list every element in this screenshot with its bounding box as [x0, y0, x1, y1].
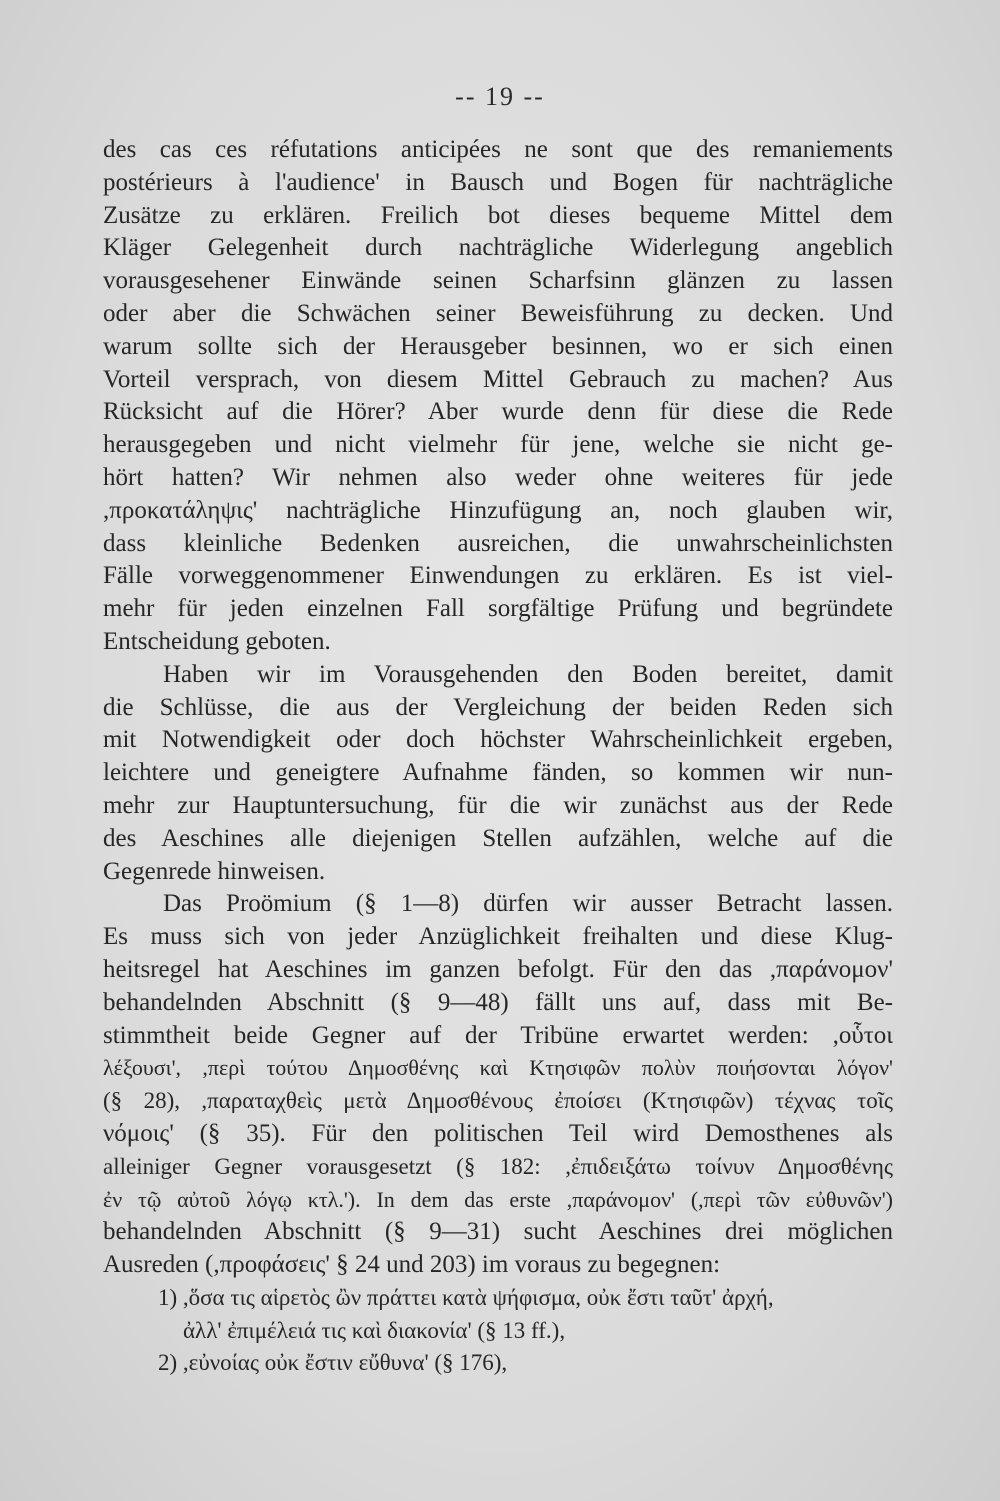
text-line: des cas ces réfutations anticipées ne sont que des remaniements	[103, 136, 893, 163]
text-line: warum sollte sich der Herausgeber besinnen, wo er sich einen	[103, 332, 893, 360]
text-line: alleiniger Gegner vorausgesetzt (§ 182: ,ἐπιδειξάτω τοίνυν Δημοσθένης	[103, 1153, 893, 1179]
text-line: Vorteil versprach, von diesem Mittel Gebrauch zu machen? Aus	[103, 365, 893, 393]
text-line: die Schlüsse, die aus der Vergleichung der beiden Reden sich	[103, 693, 893, 721]
text-line: νόμοις' (§ 35). Für den politischen Teil wird Demosthenes als	[103, 1119, 893, 1147]
text-line: mehr zur Hauptuntersuchung, für die wir zunächst aus der Rede	[103, 791, 893, 819]
text-line: leichtere und geneigtere Aufnahme fänden, so kommen wir nun-	[103, 759, 893, 787]
text-line: mit Notwendigkeit oder doch höchster Wahrscheinlichkeit ergeben,	[103, 726, 893, 754]
text-line: behandelnden Abschnitt (§ 9—48) fällt uns auf, dass mit Be-	[103, 988, 893, 1016]
text-line: vorausgesehener Einwände seinen Scharfsinn glänzen zu lassen	[103, 267, 893, 295]
text-line: herausgegeben und nicht vielmehr für jene, welche sie nicht ge-	[103, 431, 893, 459]
text-line: oder aber die Schwächen seiner Beweisführung zu decken. Und	[103, 299, 893, 327]
text-line: ἐν τῷ αὐτοῦ λόγῳ κτλ.'). In dem das erste ,παράνομον' (,περὶ τῶν εὐθυνῶν')	[103, 1186, 893, 1212]
text-line: Rücksicht auf die Hörer? Aber wurde denn für diese die Rede	[103, 398, 893, 426]
text-line: Das Proömium (§ 1—8) dürfen wir ausser Betracht lassen.	[163, 890, 893, 918]
text-line: mehr für jeden einzelnen Fall sorgfältige Prüfung und begründete	[103, 595, 893, 623]
text-line: Kläger Gelegenheit durch nachträgliche Widerlegung angeblich	[103, 234, 893, 262]
list-item-continuation: ἀλλ' ἐπιμέλειά τις καὶ διακονία' (§ 13 ff.),	[183, 1317, 566, 1343]
text-line: Entscheidung geboten.	[103, 627, 331, 655]
text-line: behandelnden Abschnitt (§ 9—31) sucht Aeschines drei möglichen	[103, 1218, 893, 1246]
text-line: stimmtheit beide Gegner auf der Tribüne erwartet werden: ,οὗτοι	[103, 1021, 893, 1049]
text-line: Gegenrede hinweisen.	[103, 857, 326, 885]
text-line: Fälle vorweggenommener Einwendungen zu erklären. Es ist viel-	[103, 562, 893, 590]
body-text	[103, 134, 893, 1380]
text-line: postérieurs à l'audience' in Bausch und Bogen für nachträgliche	[103, 168, 893, 196]
text-line: (§ 28), ,παραταχθεὶς μετὰ Δημοσθένους ἐποίσει (Κτησιφῶν) τέχνας τοῖς	[103, 1088, 893, 1114]
list-item: 1) ,ὅσα τις αἱρετὸς ὢν πράττει κατὰ ψήφισμα, οὐκ ἔστι ταῦτ' ἀρχή,	[158, 1284, 774, 1310]
text-line: des Aeschines alle diejenigen Stellen aufzählen, welche auf die	[103, 824, 893, 852]
text-line: Haben wir im Vorausgehenden den Boden bereitet, damit	[163, 660, 893, 688]
text-line: λέξουσι', ,περὶ τούτου Δημοσθένης καὶ Κτησιφῶν πολὺν ποιήσονται λόγον'	[103, 1055, 893, 1081]
page-number: -- 19 --	[455, 82, 545, 111]
text-line: hört hatten? Wir nehmen also weder ohne weiteres für jede	[103, 463, 893, 491]
text-line: Zusätze zu erklären. Freilich bot dieses bequeme Mittel dem	[103, 201, 893, 229]
text-line: Es muss sich von jeder Anzüglichkeit freihalten und diese Klug-	[103, 923, 893, 951]
text-line: Ausreden (,προφάσεις' § 24 und 203) im voraus zu begegnen:	[103, 1251, 721, 1279]
text-line: heitsregel hat Aeschines im ganzen befolgt. Für den das ,παράνομον'	[103, 955, 893, 983]
list-item: 2) ,εὐνοίας οὐκ ἔστιν εὔθυνα' (§ 176),	[158, 1350, 508, 1376]
text-line: dass kleinliche Bedenken ausreichen, die unwahrscheinlichsten	[103, 529, 893, 557]
text-line: ,προκατάληψις' nachträgliche Hinzufügung an, noch glauben wir,	[103, 496, 893, 524]
